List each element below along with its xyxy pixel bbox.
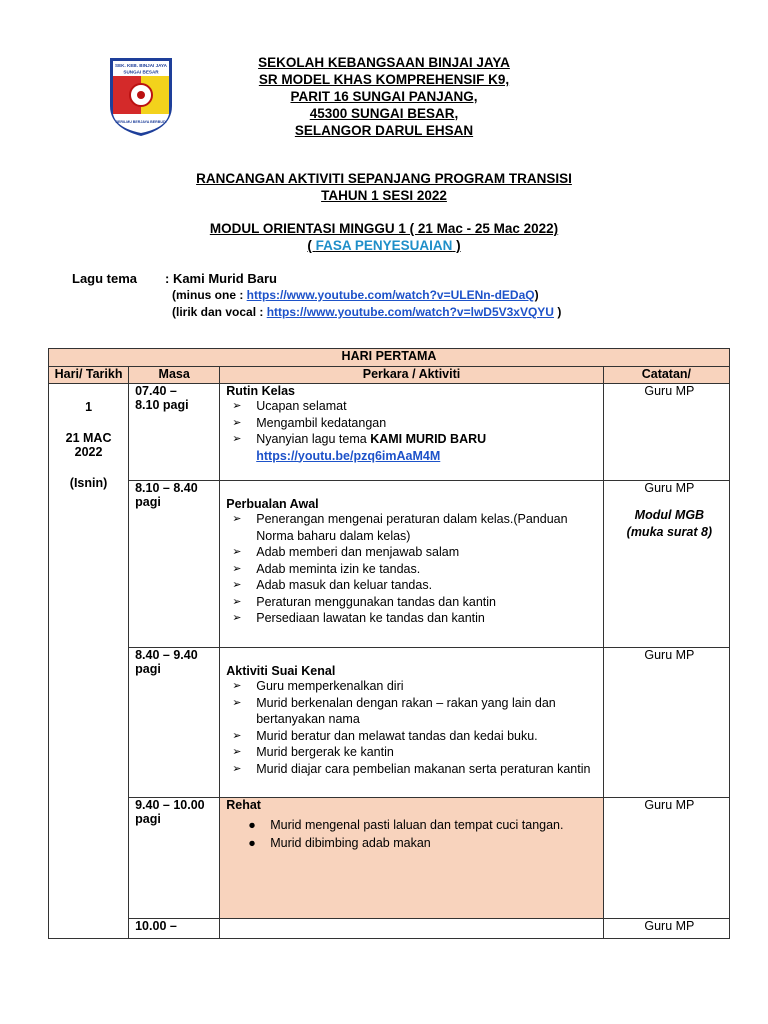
table-row-activity xyxy=(220,384,604,481)
activity-list xyxy=(226,398,603,448)
arrowhead-bullet-icon: ➢ xyxy=(232,400,242,412)
header-masa: Masa xyxy=(129,367,220,384)
list-item: ➢ Adab meminta izin ke tandas. xyxy=(232,561,421,576)
school-address-block xyxy=(0,54,768,139)
arrowhead-bullet-icon: ➢ xyxy=(232,746,242,758)
arrowhead-bullet-icon: ➢ xyxy=(232,729,242,742)
list-item: ➢ Mengambil kedatangan xyxy=(232,415,387,430)
activity-title: Rutin Kelas xyxy=(226,384,295,398)
list-item: ➢ Murid bergerak ke kantin xyxy=(232,745,394,759)
arrowhead-bullet-icon: ➢ xyxy=(232,546,242,558)
day-number: 1 xyxy=(85,400,93,414)
lyric-vocal-link[interactable]: https://www.youtube.com/watch?v=lwD5V3xVQYU xyxy=(266,305,554,319)
list-item: ➢ Murid berkenalan dengan rakan – rakan yang lain dan bertanyakan nama xyxy=(232,695,556,726)
lyric-vocal-label: (lirik dan vocal : xyxy=(172,305,267,319)
list-item: ● Murid mengenal pasti laluan dan tempat cuci tangan. xyxy=(248,818,564,832)
arrowhead-bullet-icon: ➢ xyxy=(232,680,242,692)
school-address-2: 45300 SUNGAI BESAR, xyxy=(309,106,459,121)
table-row-catatan: Guru MP xyxy=(603,919,729,939)
table-row-activity xyxy=(220,798,604,919)
logo-top-text: SEK. KEB. BINJAI JAYA xyxy=(115,63,167,68)
header-hari-tarikh: Hari/ Tarikh xyxy=(49,367,129,384)
day-title: HARI PERTAMA xyxy=(49,349,730,367)
list-item: ➢ Murid diajar cara pembelian makanan serta peraturan kantin xyxy=(232,761,591,776)
table-row-masa: 07.40 – 8.10 pagi xyxy=(129,384,220,481)
list-item: ➢ Peraturan menggunakan tandas dan kantin xyxy=(232,594,496,609)
lyric-vocal-close: ) xyxy=(553,305,562,319)
day-date-1: 21 MAC xyxy=(65,431,112,445)
arrowhead-bullet-icon: ➢ xyxy=(232,696,242,709)
list-item: ➢ Adab masuk dan keluar tandas. xyxy=(232,578,433,592)
activity-title: Aktiviti Suai Kenal xyxy=(226,664,336,678)
arrowhead-bullet-icon: ➢ xyxy=(232,579,242,591)
plan-subtitle: TAHUN 1 SESI 2022 xyxy=(321,188,447,203)
list-item: ➢ Persediaan lawatan ke tandas dan kantin xyxy=(232,611,485,625)
list-item: ➢ Nyanyian lagu tema KAMI MURID BARU xyxy=(232,432,487,446)
activity-title: Rehat xyxy=(226,798,261,812)
plan-title: RANCANGAN AKTIVITI SEPANJANG PROGRAM TRANSISI xyxy=(196,171,572,186)
table-row-activity xyxy=(220,919,604,939)
header-perkara-aktiviti: Perkara / Aktiviti xyxy=(220,367,604,384)
arrowhead-bullet-icon: ➢ xyxy=(232,612,242,624)
fasa-close: ) xyxy=(452,238,461,253)
activity-title: Perbualan Awal xyxy=(226,497,319,511)
list-item: ➢ Ucapan selamat xyxy=(232,399,347,413)
schedule-table xyxy=(48,348,730,939)
day-date-2: 2022 xyxy=(74,445,103,459)
list-item: ➢ Adab memberi dan menjawab salam xyxy=(232,545,460,559)
minus-one-close: ) xyxy=(534,288,539,302)
header-catatan: Catatan/ xyxy=(603,367,729,384)
modul-block xyxy=(0,220,768,254)
day-date-cell xyxy=(49,384,129,939)
list-item: ➢ Guru memperkenalkan diri xyxy=(232,679,404,693)
plan-title-block xyxy=(0,170,768,204)
table-row-masa: 9.40 – 10.00 pagi xyxy=(129,798,220,919)
arrowhead-bullet-icon: ➢ xyxy=(232,562,242,575)
minus-one-label: (minus one : xyxy=(172,288,247,302)
school-name: SEKOLAH KEBANGSAAN BINJAI JAYA xyxy=(258,55,510,70)
arrowhead-bullet-icon: ➢ xyxy=(232,513,242,525)
theme-song-block xyxy=(72,270,561,321)
activity-list xyxy=(226,678,603,777)
logo-top-text-2: SUNGAI BESAR xyxy=(123,69,159,75)
minus-one-link[interactable]: https://www.youtube.com/watch?v=ULENn-dEDaQ xyxy=(246,288,535,302)
table-row-catatan: Guru MP Modul MGB (muka surat 8) xyxy=(603,481,729,648)
list-item: ➢ Penerangan mengenai peraturan dalam kelas.(Panduan Norma baharu dalam kelas) xyxy=(232,512,568,543)
school-address-3: SELANGOR DARUL EHSAN xyxy=(294,123,474,138)
arrowhead-bullet-icon: ➢ xyxy=(232,433,242,445)
table-row-catatan: Guru MP xyxy=(603,648,729,798)
arrowhead-bullet-icon: ➢ xyxy=(232,762,242,775)
modul-mgb-note: Modul MGB (muka surat 8) xyxy=(626,508,713,539)
table-row-masa: 8.40 – 9.40 pagi xyxy=(129,648,220,798)
arrowhead-bullet-icon: ➢ xyxy=(232,595,242,608)
table-row-masa: 10.00 – xyxy=(129,919,220,939)
list-item: ➢ Murid beratur dan melawat tandas dan kedai buku. xyxy=(232,728,538,743)
logo-motto: BERILMU BERJAYA BERBUDI xyxy=(115,120,167,124)
table-row-catatan: Guru MP xyxy=(603,798,729,919)
table-row-activity xyxy=(220,648,604,798)
fasa-open: ( xyxy=(307,238,316,253)
table-row-catatan: Guru MP xyxy=(603,384,729,481)
theme-song-label: Lagu tema xyxy=(72,271,138,286)
song-link[interactable]: https://youtu.be/pzq6imAaM4M xyxy=(256,448,441,463)
list-item: ● Murid dibimbing adab makan xyxy=(248,836,431,850)
activity-list xyxy=(226,511,603,627)
day-name: (Isnin) xyxy=(69,476,108,490)
arrowhead-bullet-icon: ➢ xyxy=(232,416,242,429)
activity-list xyxy=(226,816,603,852)
fasa-line xyxy=(0,237,768,254)
school-address-1: PARIT 16 SUNGAI PANJANG, xyxy=(290,89,478,104)
fasa-label: FASA PENYESUAIAN xyxy=(315,238,453,253)
dot-bullet-icon: ● xyxy=(248,836,256,850)
table-row-activity xyxy=(220,481,604,648)
modul-title: MODUL ORIENTASI MINGGU 1 ( 21 Mac - 25 Mac 2022) xyxy=(209,221,559,236)
dot-bullet-icon: ● xyxy=(248,818,256,832)
school-model: SR MODEL KHAS KOMPREHENSIF K9, xyxy=(258,72,510,87)
table-row-masa: 8.10 – 8.40 pagi xyxy=(129,481,220,648)
theme-song-value: : Kami Murid Baru xyxy=(165,271,277,286)
